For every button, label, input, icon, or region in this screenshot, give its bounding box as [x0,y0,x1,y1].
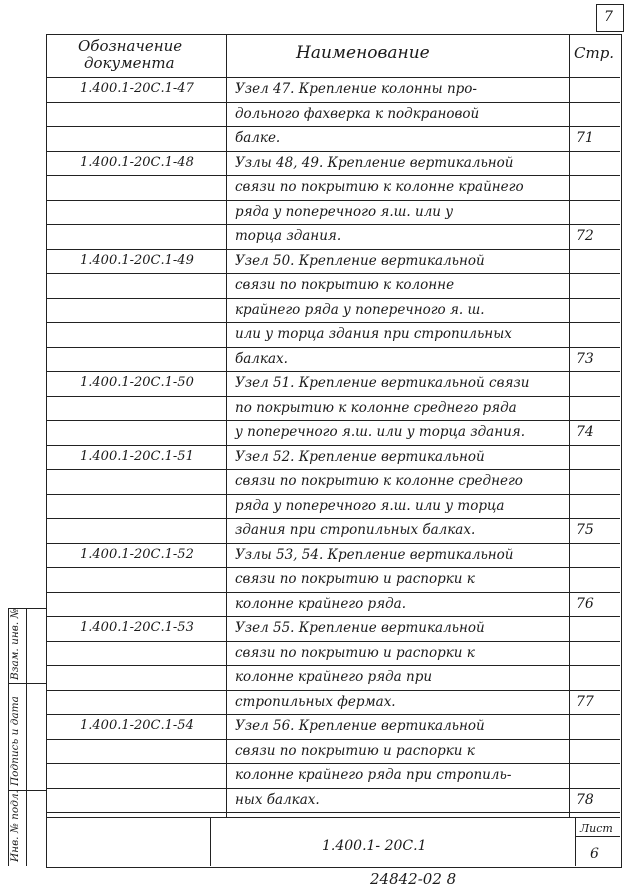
row-text-line: торца здания. [235,228,342,244]
row-text-line: Узел 52. Крепление вертикальной [235,448,485,465]
row-text-line: связи по покрытию и распорки к [235,571,475,587]
row-text-line: по покрытию к колонне среднего ряда [235,399,517,416]
row-rule [46,396,620,397]
row-rule [46,616,620,617]
row-text-line: колонне крайнего ряда при [235,669,433,685]
row-page: 74 [576,424,594,440]
row-text-line: колонне крайнего ряда при стропиль- [235,767,512,783]
row-rule [46,224,620,225]
row-code: 1.400.1-20С.1-51 [80,448,194,464]
row-rule [46,788,620,789]
row-rule [46,347,620,348]
row-code: 1.400.1-20С.1-52 [80,546,194,562]
title-block-sheet-divider [575,817,576,866]
side-stamp-div-1 [8,683,46,684]
row-page: 71 [576,130,594,146]
row-page: 73 [576,350,594,367]
row-rule [46,714,620,715]
row-rule [46,567,620,568]
row-text-line: связи по покрытию к колонне [235,277,455,293]
title-block-left [210,817,211,866]
side-stamp-replace-inv: Взам. инв. № [9,608,21,680]
row-text-line: Узлы 53, 54. Крепление вертикальной [235,546,514,563]
row-rule [46,518,620,519]
row-text-line: ряда у поперечного я.ш. или у торца [235,497,505,514]
row-rule [46,543,620,544]
corner-number: 7 [604,9,613,25]
row-text-line: связи по покрытию и распорки к [235,644,475,661]
header-doc-label-2: документа [84,54,175,72]
row-text-line: связи по покрытию к колонне среднего [235,473,523,489]
row-text-line: стропильных фермах. [235,693,396,710]
row-rule [46,812,620,813]
row-rule [46,249,620,250]
row-rule [46,763,620,764]
row-text-line: связи по покрытию и распорки к [235,742,475,759]
row-text-line: ных балках. [235,791,320,808]
row-text-line: балке. [235,130,281,146]
side-stamp-mid [26,608,27,866]
footer-number: 24842-02 8 [370,870,457,888]
row-rule [46,665,620,666]
row-rule [46,690,620,691]
row-rule [46,469,620,470]
row-text-line: Узел 51. Крепление вертикальной связи [235,375,530,391]
row-rule [46,420,620,421]
row-rule [46,494,620,495]
row-code: 1.400.1-20С.1-49 [80,252,194,268]
row-text-line: связи по покрытию к колонне крайнего [235,179,524,195]
row-text-line: ряда у поперечного я.ш. или у [235,203,454,220]
row-text-line: Узел 50. Крепление вертикальной [235,252,485,269]
row-page: 78 [576,791,594,808]
row-rule [46,445,620,446]
row-rule [46,641,620,642]
row-page: 76 [576,595,594,612]
row-code: 1.400.1-20С.1-53 [80,620,194,635]
row-rule [46,371,620,372]
title-block-sheet-label: Лист [580,822,613,835]
row-code: 1.400.1-20С.1-47 [80,81,194,96]
row-text-line: дольного фахверка к подкрановой [235,105,480,122]
row-text-line: Узел 56. Крепление вертикальной [235,718,485,734]
row-page: 75 [576,522,594,538]
row-text-line: Узлы 48, 49. Крепление вертикальной [235,154,514,171]
row-text-line: Узел 55. Крепление вертикальной [235,620,485,636]
row-rule [46,102,620,103]
row-rule [46,739,620,740]
row-rule [46,175,620,176]
row-text-line: балках. [235,350,288,367]
header-doc-label-1: Обозначение [78,37,183,55]
header-divider [46,77,620,78]
title-block-sheet-number: 6 [590,846,599,862]
row-page: 72 [576,228,594,244]
row-code: 1.400.1-20С.1-48 [80,154,194,170]
row-code: 1.400.1-20С.1-50 [80,375,194,390]
row-code: 1.400.1-20С.1-54 [80,718,194,733]
side-stamp-sign-date: Подпись и дата [9,696,21,786]
row-text-line: крайнего ряда у поперечного я. ш. [235,301,485,318]
header-name-label: Наименование [296,43,430,63]
row-text-line: у поперечного я.ш. или у торца здания. [235,424,526,440]
row-rule [46,126,620,127]
row-text-line: или у торца здания при стропильных [235,326,512,342]
row-page: 77 [576,693,594,710]
row-rule [46,592,620,593]
title-block-designation: 1.400.1- 20С.1 [322,838,427,854]
side-stamp-inv-orig: Инв. № подл. [9,790,21,862]
row-rule [46,273,620,274]
row-rule [46,322,620,323]
row-text-line: Узел 47. Крепление колонны про- [235,81,477,97]
header-page-label: Стр. [574,44,615,62]
row-text-line: колонне крайнего ряда. [235,595,407,612]
row-text-line: здания при стропильных балках. [235,522,476,538]
title-block-top [46,817,620,818]
row-rule [46,298,620,299]
row-rule [46,151,620,152]
row-rule [46,200,620,201]
